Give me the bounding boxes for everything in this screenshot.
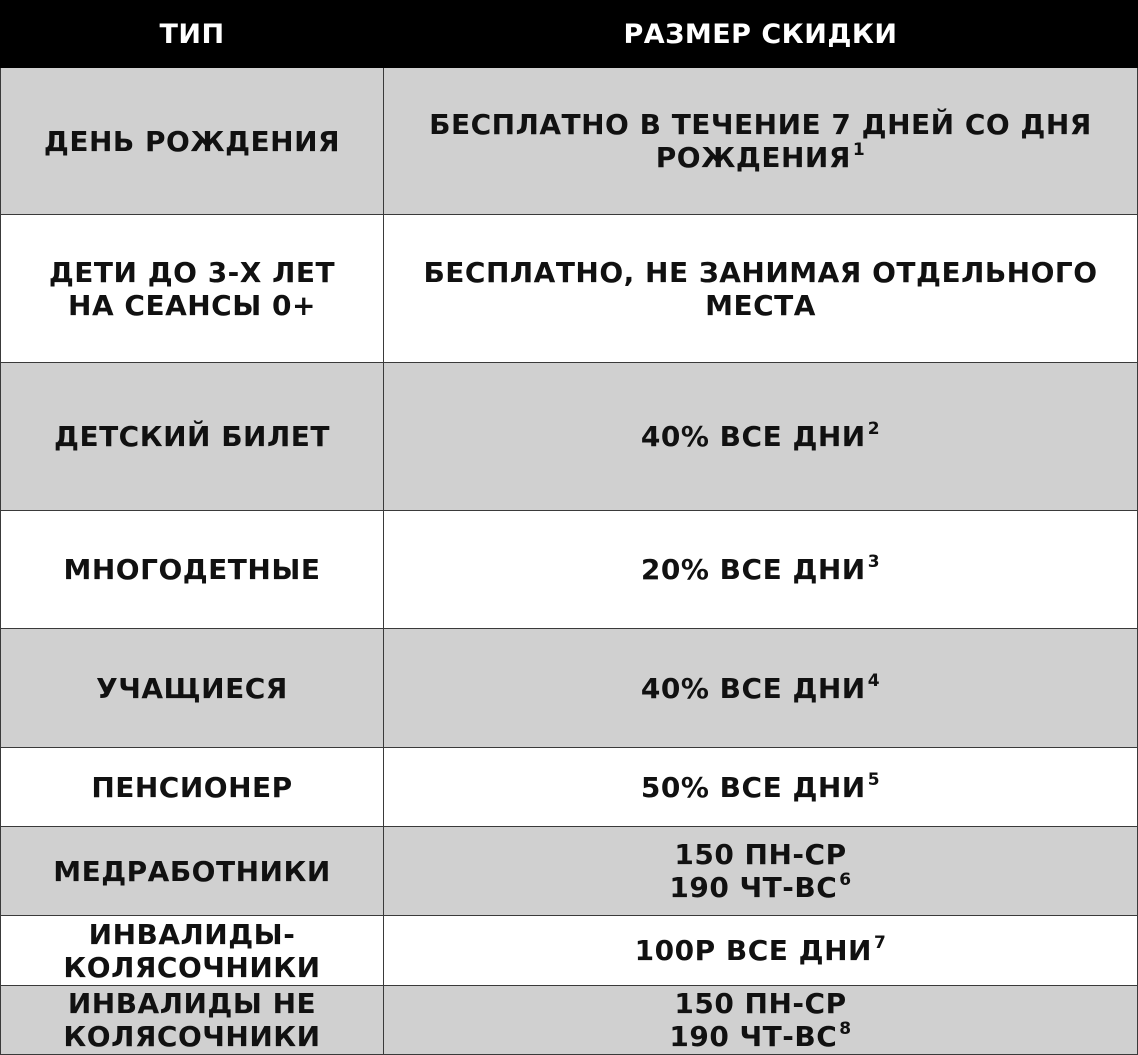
table-row (1, 215, 1138, 363)
footnote-marker: 6 (839, 870, 852, 890)
table-header-row (1, 1, 1138, 68)
discount-cell (384, 629, 1138, 748)
footnote-marker: 8 (839, 1019, 852, 1039)
discount-cell (384, 511, 1138, 629)
table-row (1, 916, 1138, 986)
footnote-marker: 4 (867, 670, 881, 691)
discount-text: 20% ВСЕ ДНИ (640, 553, 866, 586)
type-text: КОЛЯСОЧНИКИ (63, 950, 321, 984)
table-row (1, 68, 1138, 215)
type-cell (1, 68, 384, 215)
type-text: ИНВАЛИДЫ НЕ (67, 987, 317, 1020)
discount-text: 40% ВСЕ ДНИ (640, 671, 866, 705)
table-row (1, 986, 1138, 1055)
footnote-marker: 3 (867, 552, 881, 572)
discount-cell (384, 68, 1138, 215)
discount-text: 100Р ВСЕ ДНИ (634, 934, 872, 967)
table-row (1, 363, 1138, 511)
discount-cell (384, 215, 1138, 363)
footnote-marker: 2 (867, 419, 881, 439)
discount-text: МЕСТА (705, 288, 816, 322)
discount-text: 190 ЧТ-ВС (669, 1020, 838, 1053)
type-text: ПЕНСИОНЕР (91, 770, 293, 804)
discount-text: РОЖДЕНИЯ (655, 141, 851, 174)
discount-text: 150 ПН-СР (674, 838, 847, 871)
table-row (1, 827, 1138, 916)
type-cell (1, 916, 384, 986)
discount-text: БЕСПЛАТНО В ТЕЧЕНИЕ 7 ДНЕЙ СО ДНЯ (429, 108, 1092, 141)
type-cell (1, 629, 384, 748)
discount-text: 50% ВСЕ ДНИ (640, 770, 866, 804)
type-text: УЧАЩИЕСЯ (96, 671, 288, 705)
discount-cell (384, 986, 1138, 1055)
type-text: КОЛЯСОЧНИКИ (63, 1020, 321, 1053)
discount-cell (384, 363, 1138, 511)
table-row (1, 511, 1138, 629)
discount-text: 40% ВСЕ ДНИ (640, 420, 866, 453)
type-cell (1, 986, 384, 1055)
discount-cell (384, 748, 1138, 827)
type-cell (1, 511, 384, 629)
footnote-marker: 7 (873, 933, 887, 953)
type-text: МЕДРАБОТНИКИ (53, 854, 331, 888)
discount-text: 150 ПН-СР (674, 987, 847, 1020)
type-cell (1, 363, 384, 511)
discount-cell (384, 916, 1138, 986)
type-text: ДЕТИ ДО 3-Х ЛЕТ (48, 255, 336, 289)
type-cell (1, 215, 384, 363)
discount-text: БЕСПЛАТНО, НЕ ЗАНИМАЯ ОТДЕЛЬНОГО (423, 255, 1098, 289)
type-cell (1, 748, 384, 827)
type-cell (1, 827, 384, 916)
header-discount: РАЗМЕР СКИДКИ (384, 1, 1138, 68)
type-text: ДЕТСКИЙ БИЛЕТ (54, 420, 330, 453)
type-text: МНОГОДЕТНЫЕ (63, 553, 321, 586)
type-text: ДЕНЬ РОЖДЕНИЯ (43, 124, 341, 158)
type-text: НА СЕАНСЫ 0+ (68, 288, 316, 322)
table-row (1, 748, 1138, 827)
table-row (1, 629, 1138, 748)
footnote-marker: 5 (867, 769, 881, 790)
header-type: ТИП (1, 1, 384, 68)
discount-cell (384, 827, 1138, 916)
type-text: ИНВАЛИДЫ- (88, 917, 296, 951)
footnote-marker: 1 (852, 140, 866, 160)
discount-text: 190 ЧТ-ВС (669, 871, 838, 904)
